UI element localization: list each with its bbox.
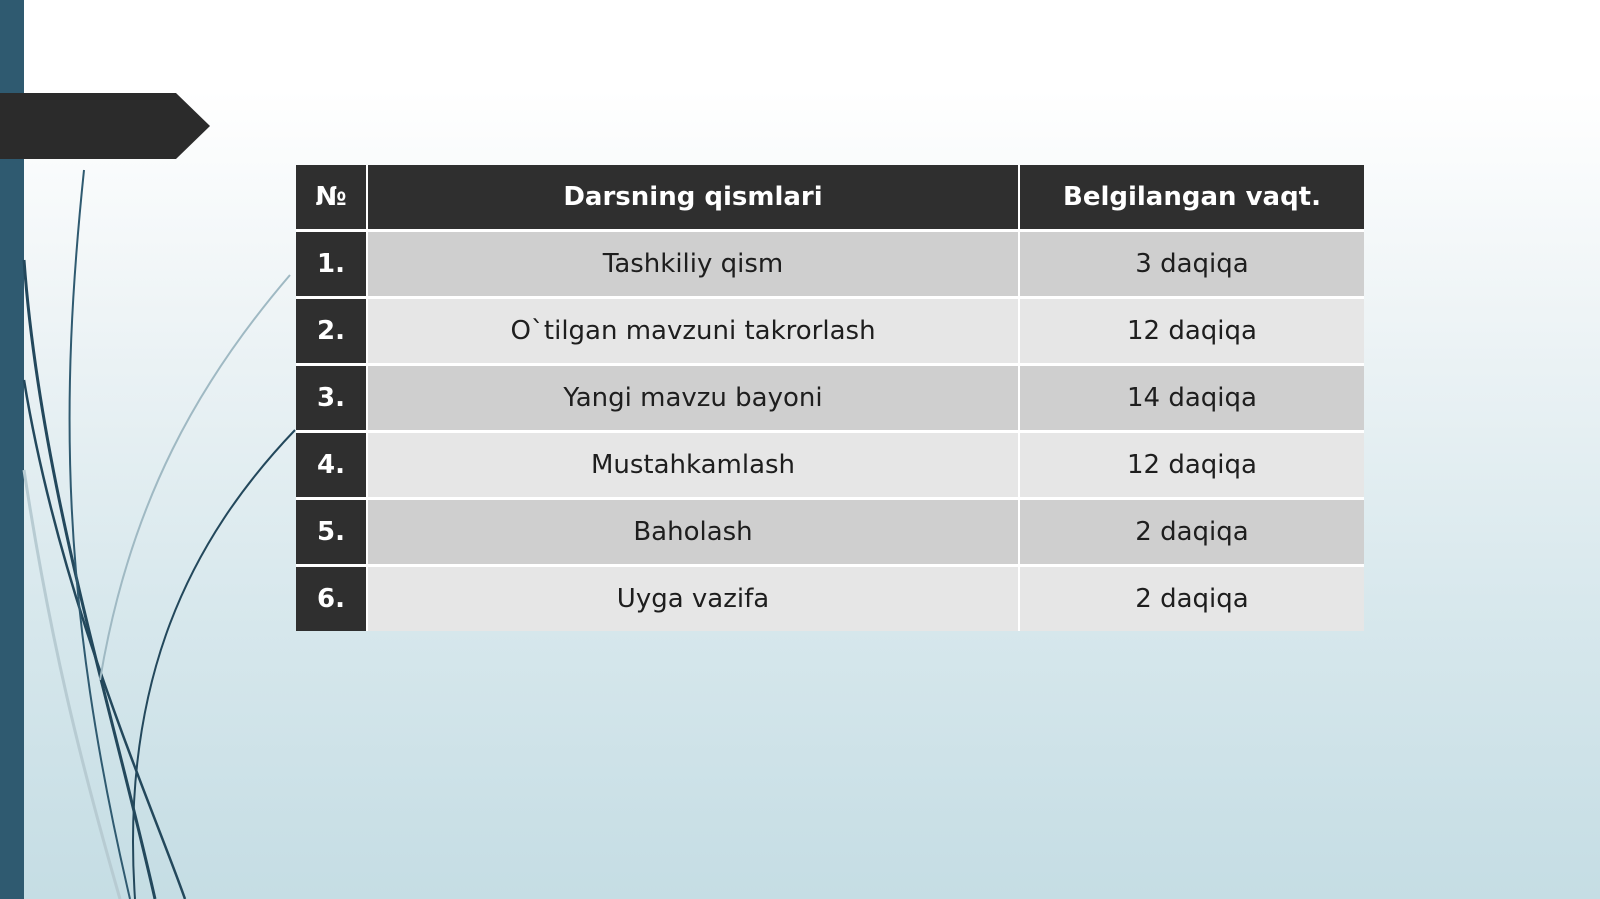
row-number: 1. xyxy=(296,229,368,296)
table-row xyxy=(296,497,1364,564)
row-time: 3 daqiqa xyxy=(1020,229,1364,296)
row-number: 4. xyxy=(296,430,368,497)
header-allotted-time: Belgilangan vaqt. xyxy=(1020,165,1364,229)
lesson-plan-table xyxy=(296,165,1364,631)
row-lesson-part: Baholash xyxy=(368,497,1020,564)
table-row xyxy=(296,229,1364,296)
row-number: 2. xyxy=(296,296,368,363)
row-lesson-part: Tashkiliy qism xyxy=(368,229,1020,296)
table-row xyxy=(296,296,1364,363)
table-row xyxy=(296,363,1364,430)
row-number: 6. xyxy=(296,564,368,631)
row-number: 3. xyxy=(296,363,368,430)
header-number: № xyxy=(296,165,368,229)
row-lesson-part: O`tilgan mavzuni takrorlash xyxy=(368,296,1020,363)
row-lesson-part: Uyga vazifa xyxy=(368,564,1020,631)
header-lesson-parts: Darsning qismlari xyxy=(368,165,1020,229)
row-time: 2 daqiqa xyxy=(1020,564,1364,631)
row-time: 12 daqiqa xyxy=(1020,296,1364,363)
lesson-plan-table-container xyxy=(296,165,1364,631)
row-lesson-part: Yangi mavzu bayoni xyxy=(368,363,1020,430)
table-row xyxy=(296,564,1364,631)
table-header-row xyxy=(296,165,1364,229)
title-arrow-shape xyxy=(0,93,210,159)
table-row xyxy=(296,430,1364,497)
row-time: 12 daqiqa xyxy=(1020,430,1364,497)
row-time: 2 daqiqa xyxy=(1020,497,1364,564)
row-lesson-part: Mustahkamlash xyxy=(368,430,1020,497)
row-time: 14 daqiqa xyxy=(1020,363,1364,430)
row-number: 5. xyxy=(296,497,368,564)
